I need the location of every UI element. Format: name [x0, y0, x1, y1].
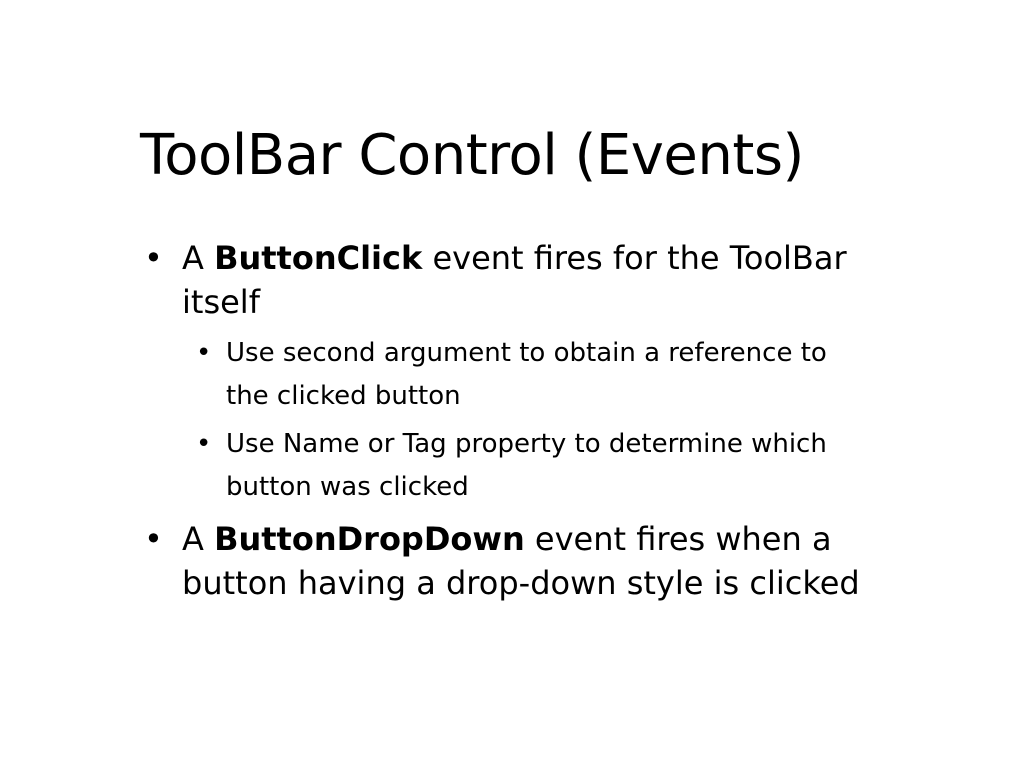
event-name-buttonclick: ButtonClick [214, 239, 423, 277]
bullet-continuation: button having a drop-down style is clicked [182, 564, 860, 602]
bullet-text-line [182, 236, 980, 280]
bullet-prefix: A [182, 520, 215, 558]
sub-bullet-line-1: Use Name or Tag property to determine which [226, 429, 827, 459]
bullet-continuation: itself [182, 283, 260, 321]
sub-bullet-icon: • [196, 338, 212, 368]
bullet-prefix: A [182, 239, 215, 277]
bullet-icon: • [144, 520, 163, 558]
sub-bullet-second-argument [140, 332, 980, 418]
sub-bullet-name-or-tag [140, 423, 980, 509]
bullet-item-buttondropdown [140, 517, 980, 605]
slide-title: ToolBar Control (Events) [140, 123, 804, 188]
event-name-buttondropdown: ButtonDropDown [214, 520, 525, 558]
sub-bullet-icon: • [196, 429, 212, 459]
bullet-suffix: event fires for the ToolBar [422, 239, 847, 277]
sub-bullet-line-1: Use second argument to obtain a reference to [226, 338, 827, 368]
bullet-list [140, 236, 980, 605]
sub-bullet-line-2: the clicked button [226, 381, 461, 411]
bullet-suffix: event fires when a [524, 520, 832, 558]
sub-bullet-line-2: button was clicked [226, 472, 469, 502]
bullet-icon: • [144, 239, 163, 277]
bullet-item-buttonclick [140, 236, 980, 324]
bullet-text-line [182, 517, 980, 561]
